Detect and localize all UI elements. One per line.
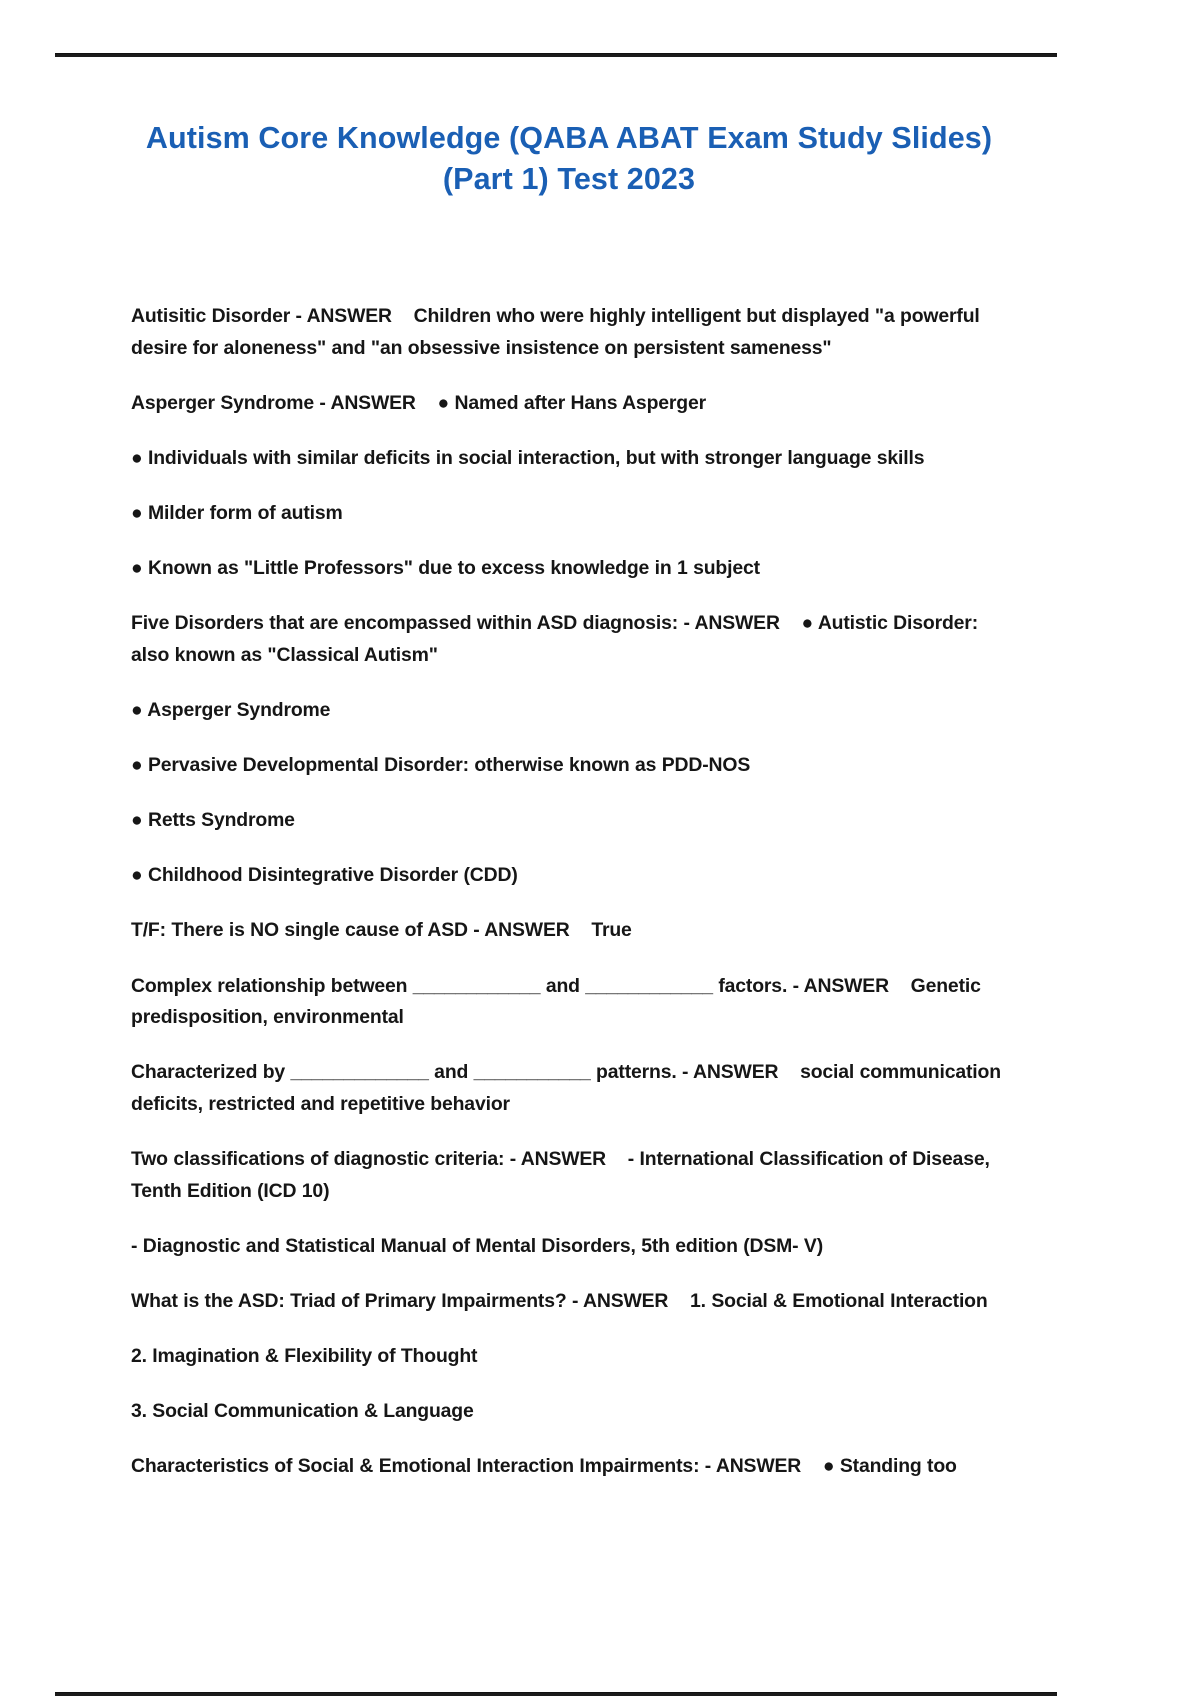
page-title-line-1: Autism Core Knowledge (QABA ABAT Exam Study Slides) — [145, 121, 993, 155]
paragraph-tf-no-single-cause: T/F: There is NO single cause of ASD - ANSWER True — [131, 919, 632, 942]
page-title — [131, 118, 1007, 201]
paragraph-five-disorders: Five Disorders that are encompassed within ASD diagnosis: - ANSWER ● Autistic Disorder: also known as "Classical Autism" — [131, 612, 984, 666]
paragraph-asperger-syndrome: Asperger Syndrome - ANSWER ● Named after Hans Asperger — [131, 391, 707, 414]
paragraph-two-classifications: Two classifications of diagnostic criteria: - ANSWER - International Classification of Disease, Tenth Edition (ICD 10) — [131, 1148, 996, 1202]
paragraph-asperger-bullet-milder: ● Milder form of autism — [131, 501, 343, 524]
page-top-rule — [55, 53, 1057, 57]
page-title-line-2: (Part 1) Test 2023 — [442, 162, 696, 197]
paragraph-asperger-bullet-little-professors: ● Known as "Little Professors" due to excess knowledge in 1 subject — [131, 557, 760, 580]
paragraph-dsm-v: - Diagnostic and Statistical Manual of Mental Disorders, 5th edition (DSM- V) — [131, 1234, 824, 1257]
paragraph-triad-item-3: 3. Social Communication & Language — [131, 1400, 474, 1423]
paragraph-complex-relationship: Complex relationship between ____________ and ____________ factors. - ANSWER Genetic predisposition, environmental — [131, 974, 987, 1029]
paragraph-five-disorders-bullet-pdd: ● Pervasive Developmental Disorder: otherwise known as PDD-NOS — [131, 754, 751, 777]
paragraph-asd-triad: What is the ASD: Triad of Primary Impairments? - ANSWER 1. Social & Emotional Interaction — [131, 1289, 988, 1312]
document-content — [131, 118, 1007, 1483]
paragraph-triad-item-2: 2. Imagination & Flexibility of Thought — [131, 1345, 478, 1368]
paragraph-five-disorders-bullet-asperger: ● Asperger Syndrome — [131, 698, 331, 721]
paragraph-social-emotional-characteristics: Characteristics of Social & Emotional Interaction Impairments: - ANSWER ● Standing too — [131, 1455, 957, 1478]
paragraph-asperger-bullet-deficits: ● Individuals with similar deficits in social interaction, but with stronger language skills — [131, 446, 925, 469]
paragraph-autistic-disorder: Autisitic Disorder - ANSWER Children who were highly intelligent but displayed "a powerful desire for aloneness" and "an obsessive insistence on persistent sameness" — [131, 304, 986, 359]
paragraph-five-disorders-bullet-cdd: ● Childhood Disintegrative Disorder (CDD) — [131, 864, 518, 887]
paragraph-five-disorders-bullet-retts: ● Retts Syndrome — [131, 809, 295, 832]
paragraph-characterized-by: Characterized by _____________ and ___________ patterns. - ANSWER social communication deficits, restricted and repetitive behavior — [131, 1061, 1007, 1115]
document-body — [131, 301, 1007, 1483]
page-bottom-rule — [55, 1692, 1057, 1696]
